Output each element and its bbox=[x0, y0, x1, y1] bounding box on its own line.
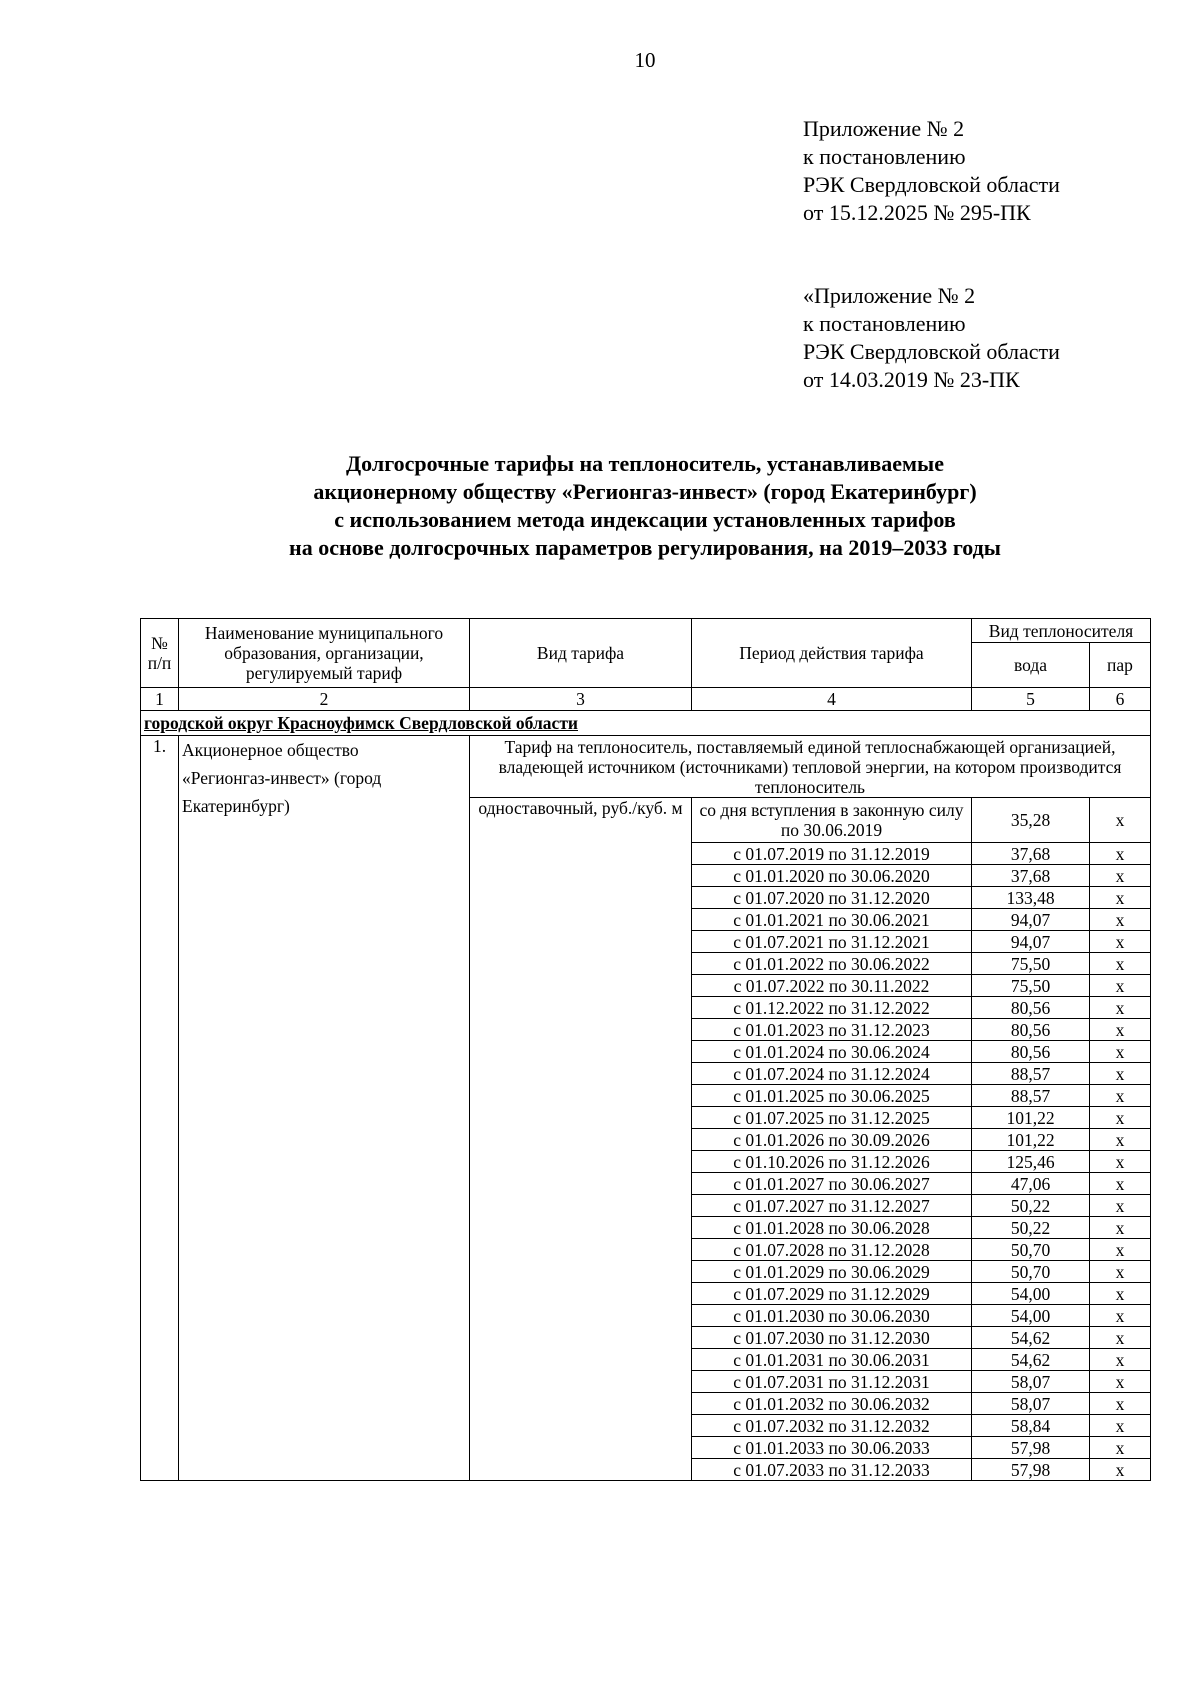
period-cell: с 01.12.2022 по 31.12.2022 bbox=[692, 997, 972, 1019]
period-cell: с 01.07.2031 по 31.12.2031 bbox=[692, 1371, 972, 1393]
document-title bbox=[0, 450, 1200, 562]
period-cell: с 01.10.2026 по 31.12.2026 bbox=[692, 1151, 972, 1173]
water-value: 75,50 bbox=[972, 975, 1090, 997]
water-value: 50,70 bbox=[972, 1239, 1090, 1261]
steam-value: x bbox=[1090, 997, 1151, 1019]
steam-value: x bbox=[1090, 1195, 1151, 1217]
steam-value: x bbox=[1090, 1261, 1151, 1283]
steam-value: x bbox=[1090, 1437, 1151, 1459]
period-cell: с 01.07.2025 по 31.12.2025 bbox=[692, 1107, 972, 1129]
header-row bbox=[141, 619, 1151, 643]
water-value: 37,68 bbox=[972, 843, 1090, 865]
period-cell: с 01.07.2032 по 31.12.2032 bbox=[692, 1415, 972, 1437]
steam-value: x bbox=[1090, 909, 1151, 931]
appendix-current-line: от 15.12.2025 № 295-ПК bbox=[803, 200, 1031, 225]
steam-value: x bbox=[1090, 931, 1151, 953]
period-cell: с 01.07.2024 по 31.12.2024 bbox=[692, 1063, 972, 1085]
steam-value: x bbox=[1090, 953, 1151, 975]
water-value: 35,28 bbox=[972, 798, 1090, 843]
water-value: 58,07 bbox=[972, 1393, 1090, 1415]
header-name: Наименование муниципального образования, организации, регулируемый тариф bbox=[179, 619, 470, 688]
title-line: с использованием метода индексации установленных тарифов bbox=[334, 507, 956, 532]
tariff-table bbox=[140, 618, 1151, 1481]
column-number: 4 bbox=[692, 688, 972, 711]
header-carrier: Вид теплоносителя bbox=[972, 619, 1151, 643]
water-value: 94,07 bbox=[972, 931, 1090, 953]
water-value: 101,22 bbox=[972, 1129, 1090, 1151]
steam-value: x bbox=[1090, 1327, 1151, 1349]
steam-value: x bbox=[1090, 1041, 1151, 1063]
period-cell: с 01.07.2030 по 31.12.2030 bbox=[692, 1327, 972, 1349]
water-value: 50,70 bbox=[972, 1261, 1090, 1283]
period-cell: с 01.01.2027 по 30.06.2027 bbox=[692, 1173, 972, 1195]
water-value: 54,00 bbox=[972, 1283, 1090, 1305]
tariff-description: Тариф на теплоноситель, поставляемый единой теплоснабжающей организацией, владеющей источником (источниками) тепловой энергии, на котором производится теплоноситель bbox=[470, 736, 1151, 798]
water-value: 47,06 bbox=[972, 1173, 1090, 1195]
period-cell: с 01.07.2019 по 31.12.2019 bbox=[692, 843, 972, 865]
column-number: 1 bbox=[141, 688, 179, 711]
period-cell: с 01.01.2026 по 30.09.2026 bbox=[692, 1129, 972, 1151]
column-number: 5 bbox=[972, 688, 1090, 711]
period-cell: с 01.07.2020 по 31.12.2020 bbox=[692, 887, 972, 909]
header-period: Период действия тарифа bbox=[692, 619, 972, 688]
period-cell: с 01.01.2029 по 30.06.2029 bbox=[692, 1261, 972, 1283]
steam-value: x bbox=[1090, 1283, 1151, 1305]
period-cell: с 01.01.2030 по 30.06.2030 bbox=[692, 1305, 972, 1327]
period-cell: с 01.07.2021 по 31.12.2021 bbox=[692, 931, 972, 953]
period-cell: с 01.01.2025 по 30.06.2025 bbox=[692, 1085, 972, 1107]
water-value: 88,57 bbox=[972, 1063, 1090, 1085]
water-value: 88,57 bbox=[972, 1085, 1090, 1107]
org-name-line: «Регионгаз-инвест» (город bbox=[182, 768, 382, 788]
water-value: 58,84 bbox=[972, 1415, 1090, 1437]
steam-value: x bbox=[1090, 1459, 1151, 1481]
water-value: 133,48 bbox=[972, 887, 1090, 909]
period-cell: со дня вступления в законную силу по 30.06.2019 bbox=[692, 798, 972, 843]
column-number-row bbox=[141, 688, 1151, 711]
steam-value: x bbox=[1090, 1217, 1151, 1239]
appendix-original-line: от 14.03.2019 № 23-ПК bbox=[803, 367, 1020, 392]
appendix-original-line: РЭК Свердловской области bbox=[803, 339, 1060, 364]
section-row bbox=[141, 711, 1151, 736]
water-value: 125,46 bbox=[972, 1151, 1090, 1173]
appendix-original-line: к постановлению bbox=[803, 311, 966, 336]
steam-value: x bbox=[1090, 1349, 1151, 1371]
period-cell: с 01.01.2020 по 30.06.2020 bbox=[692, 865, 972, 887]
org-number: 1. bbox=[141, 736, 179, 1481]
steam-value: x bbox=[1090, 1129, 1151, 1151]
header-water: вода bbox=[972, 643, 1090, 688]
period-cell: с 01.01.2031 по 30.06.2031 bbox=[692, 1349, 972, 1371]
header-tariff-type: Вид тарифа bbox=[470, 619, 692, 688]
period-cell: с 01.01.2028 по 30.06.2028 bbox=[692, 1217, 972, 1239]
title-line: акционерному обществу «Регионгаз-инвест» (город Екатеринбург) bbox=[313, 479, 977, 504]
header-steam: пар bbox=[1090, 643, 1151, 688]
steam-value: x bbox=[1090, 1393, 1151, 1415]
org-name-line: Екатеринбург) bbox=[182, 796, 290, 816]
appendix-current bbox=[803, 115, 1060, 227]
column-number: 2 bbox=[179, 688, 470, 711]
period-cell: с 01.01.2023 по 31.12.2023 bbox=[692, 1019, 972, 1041]
tariff-kind: одноставочный, руб./куб. м bbox=[470, 798, 692, 1481]
period-cell: с 01.07.2028 по 31.12.2028 bbox=[692, 1239, 972, 1261]
page-number: 10 bbox=[634, 48, 656, 72]
steam-value: x bbox=[1090, 798, 1151, 843]
water-value: 80,56 bbox=[972, 1041, 1090, 1063]
period-cell: с 01.01.2032 по 30.06.2032 bbox=[692, 1393, 972, 1415]
column-number: 3 bbox=[470, 688, 692, 711]
org-name bbox=[179, 736, 470, 1481]
water-value: 57,98 bbox=[972, 1437, 1090, 1459]
water-value: 80,56 bbox=[972, 997, 1090, 1019]
appendix-original-line: «Приложение № 2 bbox=[803, 283, 976, 308]
period-cell: с 01.01.2021 по 30.06.2021 bbox=[692, 909, 972, 931]
steam-value: x bbox=[1090, 1305, 1151, 1327]
water-value: 50,22 bbox=[972, 1217, 1090, 1239]
org-row bbox=[141, 736, 1151, 798]
steam-value: x bbox=[1090, 1085, 1151, 1107]
period-cell: с 01.07.2022 по 30.11.2022 bbox=[692, 975, 972, 997]
steam-value: x bbox=[1090, 1415, 1151, 1437]
period-cell: с 01.01.2022 по 30.06.2022 bbox=[692, 953, 972, 975]
appendix-current-line: РЭК Свердловской области bbox=[803, 172, 1060, 197]
water-value: 94,07 bbox=[972, 909, 1090, 931]
water-value: 58,07 bbox=[972, 1371, 1090, 1393]
period-cell: с 01.01.2033 по 30.06.2033 bbox=[692, 1437, 972, 1459]
title-line: на основе долгосрочных параметров регулирования, на 2019–2033 годы bbox=[289, 535, 1001, 560]
steam-value: x bbox=[1090, 1151, 1151, 1173]
steam-value: x bbox=[1090, 1239, 1151, 1261]
water-value: 80,56 bbox=[972, 1019, 1090, 1041]
period-cell: с 01.07.2033 по 31.12.2033 bbox=[692, 1459, 972, 1481]
water-value: 54,62 bbox=[972, 1349, 1090, 1371]
title-line: Долгосрочные тарифы на теплоноситель, устанавливаемые bbox=[346, 451, 944, 476]
org-name-line: Акционерное общество bbox=[182, 740, 359, 760]
water-value: 50,22 bbox=[972, 1195, 1090, 1217]
appendix-current-line: к постановлению bbox=[803, 144, 966, 169]
appendix-original bbox=[803, 282, 1060, 394]
water-value: 57,98 bbox=[972, 1459, 1090, 1481]
water-value: 54,62 bbox=[972, 1327, 1090, 1349]
period-cell: с 01.07.2027 по 31.12.2027 bbox=[692, 1195, 972, 1217]
steam-value: x bbox=[1090, 865, 1151, 887]
steam-value: x bbox=[1090, 1371, 1151, 1393]
steam-value: x bbox=[1090, 1173, 1151, 1195]
water-value: 101,22 bbox=[972, 1107, 1090, 1129]
appendix-current-line: Приложение № 2 bbox=[803, 116, 965, 141]
steam-value: x bbox=[1090, 887, 1151, 909]
water-value: 37,68 bbox=[972, 865, 1090, 887]
steam-value: x bbox=[1090, 1019, 1151, 1041]
period-cell: с 01.07.2029 по 31.12.2029 bbox=[692, 1283, 972, 1305]
steam-value: x bbox=[1090, 1063, 1151, 1085]
section-title: городской округ Красноуфимск Свердловской области bbox=[141, 711, 1151, 736]
header-num: № п/п bbox=[141, 619, 179, 688]
period-cell: с 01.01.2024 по 30.06.2024 bbox=[692, 1041, 972, 1063]
water-value: 54,00 bbox=[972, 1305, 1090, 1327]
steam-value: x bbox=[1090, 975, 1151, 997]
water-value: 75,50 bbox=[972, 953, 1090, 975]
column-number: 6 bbox=[1090, 688, 1151, 711]
steam-value: x bbox=[1090, 843, 1151, 865]
steam-value: x bbox=[1090, 1107, 1151, 1129]
